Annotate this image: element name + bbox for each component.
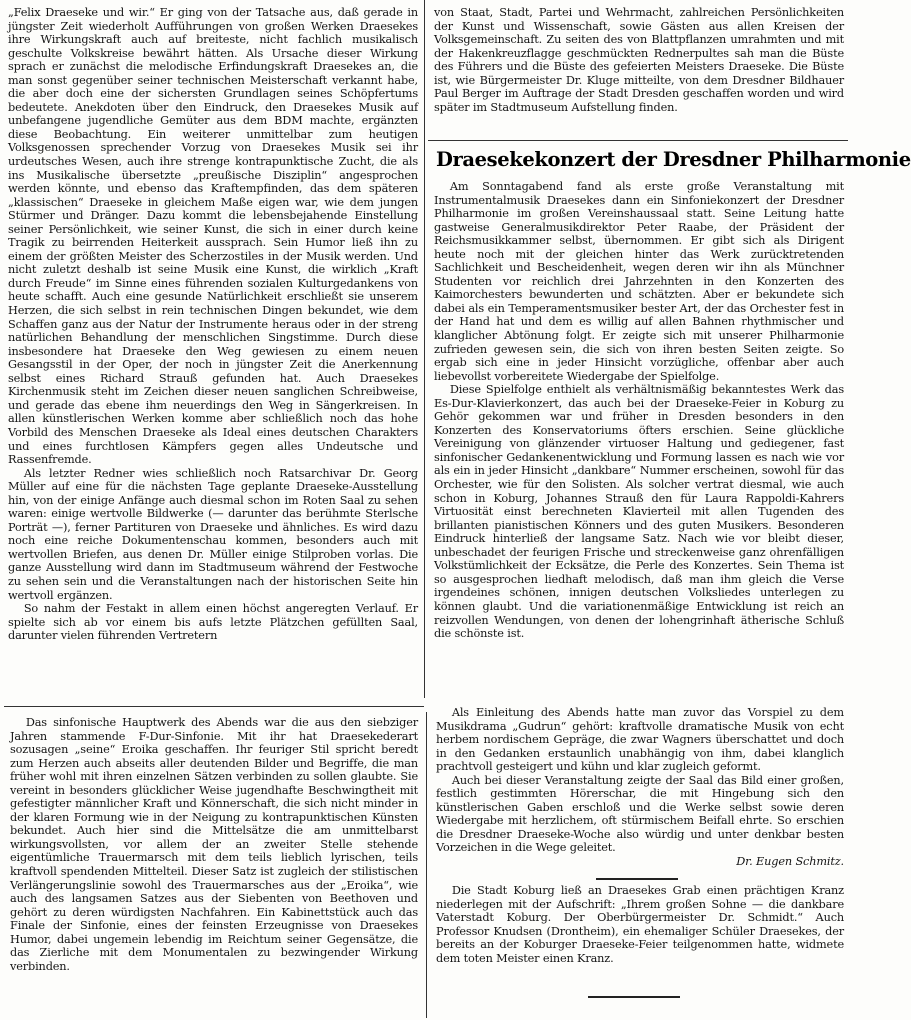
- article-column-right-notice: [436, 884, 844, 994]
- concert-headline: Draesekekonzert der Dresdner Philharmonie: [436, 148, 911, 171]
- paragraph: Am Sonntagabend fand als erste große Veranstaltung mit Instrumentalmusik Draesekes dann ein Sinfoniekonzert der Dresdner Philharmonie im großen Vereinshaussaal statt. Seine Leitung hatte gastweise Generalmusikdirektor Peter Raabe, der Präsident der Reichsmusikkammer selbst, übernommen. Er gibt sich als Dirigent heute noch mit der gleichen hinter das Werk zurücktretenden Sachlichkeit und Bescheidenheit, wegen deren wir ihn als Münchner Studenten vor reichlich drei Jahrzehnten in den Konzerten des Kaimorchesters bewunderten und schätzten. Aber er bekundete sich dabei als ein Temperamentsmusiker bester Art, der das Orchester fest in der Hand hat und dem es willig auf allen Bahnen rhythmischer und klanglicher Abtönung folgt. Er zeigte sich mit unserer Philharmonie zufrieden gewesen sein, die sich von ihren besten Seiten zeigte. So ergab sich eine in jeder Hinsicht vorzügliche, offenbar aber auch liebevollst vorbereitete Wiedergabe der Spielfolge.: [434, 180, 844, 383]
- paragraph: Diese Spielfolge enthielt als verhältnismäßig bekanntestes Werk das Es-Dur-Klavierkonzert, das auch bei der Draeseke-Feier in Koburg zu Gehör gekommen war und früher in Dresden besonders in den Konzerten des Konservatoriums öfters erschien. Seine glückliche Vereinigung von glänzender virtuoser Haltung und gediegener, fast sinfonischer Gedankenentwicklung und Formung lassen es nach wie vor als ein in jeder Hinsicht „dankbare“ Nummer erscheinen, sowohl für das Orchester, wie für den Solisten. Als solcher vertrat diesmal, wie auch schon in Koburg, Johannes Strauß den für Laura Rappoldi-Kahrers Virtuosität einst berechneten Klavierteil mit allen Tugenden des brillanten pianistischen Könners und des guten Musikers. Besonderen Eindruck hinterließ der langsame Satz. Nach wie vor bleibt dieser, unbeschadet der feurigen Frische und streckenweise ganz ohrenfälligen Volkstümlichkeit der Ecksätze, die Perle des Konzertes. Sein Thema ist so ausgesprochen liedhaft melodisch, daß man ihm gleich die Verse irgendeines schönen, innigen deutschen Volksliedes unterlegen zu können glaubt. Und die variationenmäßige Entwicklung ist reich an reizvollen Wendungen, von denen der lohengrinhaft ätherische Schluß die schönste ist.: [434, 383, 844, 641]
- column-rule-bottom: [426, 712, 427, 1018]
- paragraph: Als Einleitung des Abends hatte man zuvor das Vorspiel zu dem Musikdrama „Gudrun“ gehört: kraftvolle dramatische Musik von echt herbem nordischem Gepräge, die zwar Wagners überschattet und doch in den Gedanken erstaunlich unabhängig von ihm, dabei klanglich prachtvoll gesteigert und kühn und klar zugleich geformt.: [436, 706, 844, 774]
- article-column-right-bottom: [436, 706, 844, 876]
- author-signature: Dr. Eugen Schmitz.: [736, 855, 844, 869]
- notice-divider: [596, 878, 678, 880]
- paragraph: Die Stadt Koburg ließ an Draesekes Grab einen prächtigen Kranz niederlegen mit der Aufschrift: „Ihrem großen Sohne — die dankbare Vaterstadt Koburg. Der Oberbürgermeister Dr. Schmidt.“ Auch Professor Knudsen (Drontheim), ein ehemaliger Schüler Draesekes, der bereits an der Koburger Draeseke-Feier teilgenommen hatte, widmete dem toten Meister einen Kranz.: [436, 884, 844, 965]
- paragraph: von Staat, Stadt, Partei und Wehrmacht, zahlreichen Persönlichkeiten der Kunst und Wissenschaft, sowie Gästen aus allen Kreisen der Volksgemeinschaft. Zu seiten des von Blattpflanzen umrahmten und mit der Hakenkreuzflagge geschmückten Rednerpultes sah man die Büste des Führers und die Büste des gefeierten Meisters Draeseke. Die Büste ist, wie Bürgermeister Dr. Kluge mitteilte, von dem Dresdner Bildhauer Paul Berger im Auftrage der Stadt Dresden geschaffen worden und wird später im Stadtmuseum Aufstellung finden.: [434, 6, 844, 114]
- column-rule-top: [424, 0, 425, 698]
- article-column-right-intro: [434, 6, 844, 138]
- paragraph: „Felix Draeseke und wir.“ Er ging von der Tatsache aus, daß gerade in jüngster Zeit wiederholt Aufführungen von großen Werken Draesekes ihre Wirkungskraft auch auf breiteste, nicht fachlich musikalisch geschulte Volkskreise bewährt hätten. Als Ursache dieser Wirkung sprach er zunächst die melodische Erfindungskraft Draesekes an, die man sonst gegenüber seiner technischen Meisterschaft verkannt habe, die aber doch eine der sichersten Grundlagen seines Schöpfertums bedeutete. Anekdoten über den Eindruck, den Draesekes Musik auf unbefangene jugendliche Gemüter aus dem BDM machte, ergänzten diese Beobachtung. Ein weiterer unmittelbar zum heutigen Volksgenossen sprechender Vorzug von Draesekes Musik sei ihr urdeutsches Wesen, auch ihre strenge kontrapunktische Zucht, die als ins Musikalische übersetzte „preußische Disziplin“ angesprochen werden könnte, und ebenso das Kraftempfinden, das dem späteren „klassischen“ Draeseke in gleichem Maße eigen war, wie dem jungen Stürmer und Dränger. Dazu kommt die lebensbejahende Einstellung seiner Persönlichkeit, wie seiner Kunst, die sich in einer durch keine Tragik zu beirrenden Heiterkeit aussprach. Sein Humor ließ ihn zu einem der größten Meister des Scherzostiles in der Musik werden. Und nicht zuletzt deshalb ist seine Musik eine Kunst, die wirklich „Kraft durch Freude“ im Sinne eines führenden sozialen Kulturgedankens von heute schafft. Auch eine gesunde Natürlichkeit erschließt sie unserem Herzen, die sich selbst in rein technischen Dingen bekundet, wie dem Schaffen ganz aus der Natur der Instrumente heraus oder in der streng natürlichen Behandlung der menschlichen Singstimme. Durch diese insbesondere hat Draeseke den Weg gewiesen zu einem neuen Gesangsstil in der Oper, der noch in jüngster Zeit die Anerkennung selbst eines Richard Strauß gefunden hat. Auch Draesekes Kirchenmusik steht im Zeichen dieser neuen sanglichen Schreibweise, und gerade das ebene ihm neuerdings den Weg in Sängerkreisen. In allen künstlerischen Werken komme aber schließlich noch das hohe Vorbild des Menschen Draeseke als Ideal eines deutschen Charakters und eines furchtlosen Kämpfers gegen alles Undeutsche und Rassenfremde.: [8, 6, 418, 467]
- article-column-right-concert: [434, 180, 844, 704]
- end-divider: [588, 996, 680, 998]
- paragraph: Als letzter Redner wies schließlich noch Ratsarchivar Dr. Georg Müller auf eine für die nächsten Tage geplante Draeseke-Ausstellung hin, von der einige Anfänge auch diesmal schon im Roten Saal zu sehen waren: einige wertvolle Bildwerke (— darunter das berühmte Sterlsche Porträt —), ferner Partituren von Draeseke und ähnliches. Es wird dazu noch eine reiche Dokumentenschau kommen, besonders auch mit wertvollen Briefen, aus denen Dr. Müller einige Stilproben vorlas. Die ganze Ausstellung wird dann im Stadtmuseum während der Festwoche zu sehen sein und die Veranstaltungen nach der historischen Seite hin wertvoll ergänzen.: [8, 466, 418, 602]
- paragraph: So nahm der Festakt in allem einen höchst angeregten Verlauf. Er spielte sich ab vor einem bis aufs letzte Plätzchen gefüllten Saal, darunter vielen führenden Vertretern: [8, 602, 418, 643]
- article-column-left-bottom: [10, 716, 418, 1016]
- article-column-left-top: [8, 6, 418, 702]
- paragraph: Auch bei dieser Veranstaltung zeigte der Saal das Bild einer großen, festlich gestimmten Hörerschar, die mit Hingebung sich den künstlerischen Gaben erschloß und die Werke selbst sowie deren Wiedergabe mit herzlichem, oft stürmischem Beifall ehrte. So erschien die Dresdner Draeseke-Woche also würdig und unter denkbar besten Vorzeichen in die Wege geleitet.: [436, 773, 844, 855]
- section-rule-left: [4, 706, 424, 707]
- section-rule-right: [428, 140, 848, 141]
- paragraph: Das sinfonische Hauptwerk des Abends war die aus den siebziger Jahren stammende F-Dur-Sinfonie. Mit ihr hat Draesekederart sozusagen „seine“ Eroika geschaffen. Ihr feuriger Stil spricht beredt zum Herzen auch abseits aller deutenden Bilder und Begriffe, die man früher wohl mit ihren einzelnen Sätzen verbinden zu sollen glaubte. Sie vereint in besonders glücklicher Weise jugendhafte Beschwingtheit mit gefestigter männlicher Kraft und Könnerschaft, die sich nicht minder in der klaren Formung wie in der Neigung zu kontrapunktischen Künsten bekundet. Auch hier sind die Mittelsätze die am unmittelbarst wirkungsvollsten, vor allem der an zweiter Stelle stehende eigentümliche Trauermarsch mit dem teils lieblich lyrischen, teils kraftvoll spendenden Mittelteil. Dieser Satz ist zugleich der stilistischen Verlängerungslinie sowohl des Trauermarsches aus der „Eroika“, wie auch des langsamen Satzes aus der Siebenten von Beethoven und gehört zu deren würdigsten Nachfahren. Ein Kabinettstück auch das Finale der Sinfonie, eines der feinsten Erzeugnisse von Draesekes Humor, dabei ungemein lebendig im Reichtum seiner Gegensätze, die das Zierliche mit dem Monumentalen zu bezwingender Wirkung verbinden.: [10, 716, 418, 973]
